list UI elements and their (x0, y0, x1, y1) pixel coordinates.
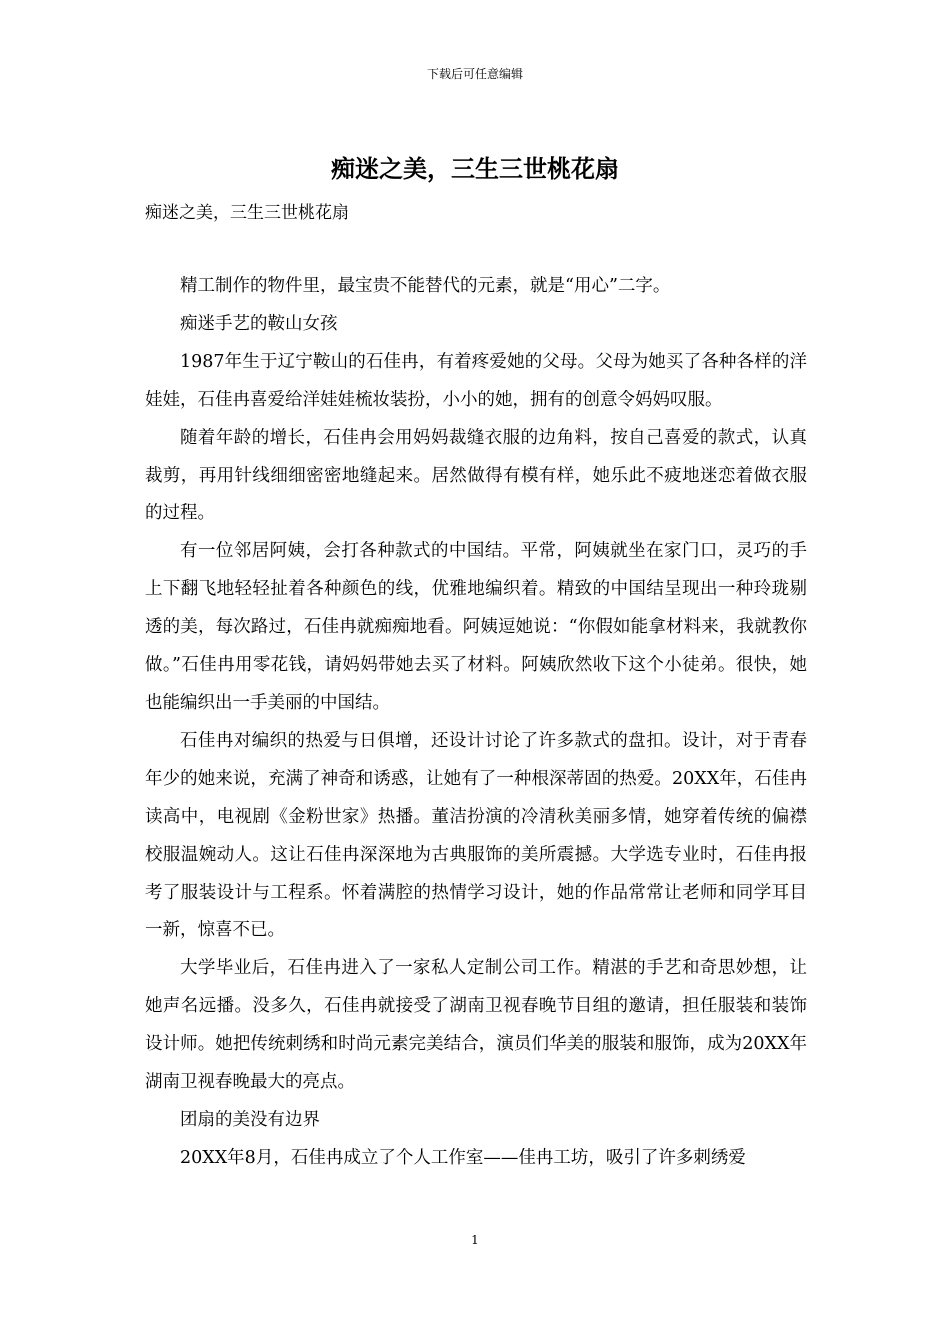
paragraph: 精工制作的物件里，最宝贵不能替代的元素，就是“用心”二字。 (180, 276, 671, 296)
paragraph: 1987年生于辽宁鞍山的石佳冉，有着疼爱她的父母。父母为她买了各种各样的洋娃娃，石佳冉喜爱给洋娃娃梳妆装扮，小小的她，拥有的创意令妈妈叹服。 (145, 351, 807, 410)
paragraph: 石佳冉对编织的热爱与日俱增，还设计讨论了许多款式的盘扣。设计，对于青春年少的她来说，充满了神奇和诱惑，让她有了一种根深蒂固的热爱。20XX年，石佳冉读高中，电视剧《金粉世家》热播。董洁扮演的冷清秋美丽多情，她穿着传统的偏襟校服温婉动人。这让石佳冉深深地为古典服饰的美所震撼。大学选专业时，石佳冉报考了服装设计与工程系。怀着满腔的热情学习设计，她的作品常常让老师和同学耳目一新，惊喜不已。 (145, 730, 807, 941)
document-title: 痴迷之美，三生三世桃花扇 (331, 154, 619, 183)
section-heading: 痴迷手艺的鞍山女孩 (180, 313, 338, 334)
paragraph: 有一位邻居阿姨，会打各种款式的中国结。平常，阿姨就坐在家门口，灵巧的手上下翻飞地轻轻扯着各种颜色的线，优雅地编织着。精致的中国结呈现出一种玲珑剔透的美，每次路过，石佳冉就痴痴地看。阿姨逗她说：“你假如能拿材料来，我就教你做。”石佳冉用零花钱，请妈妈带她去买了材料。阿姨欣然收下这个小徒弟。很快，她也能编织出一手美丽的中国结。 (145, 541, 807, 713)
page-number: 1 (471, 1233, 479, 1247)
section-heading: 团扇的美没有边界 (180, 1109, 320, 1130)
paragraph: 大学毕业后，石佳冉进入了一家私人定制公司工作。精湛的手艺和奇思妙想，让她声名远播。没多久，石佳冉就接受了湖南卫视春晚节目组的邀请，担任服装和装饰设计师。她把传统刺绣和时尚元素完美结合，演员们华美的服装和服饰，成为20XX年湖南卫视春晚最大的亮点。 (145, 958, 807, 1093)
document-subtitle: 痴迷之美，三生三世桃花扇 (145, 203, 349, 223)
document-body (145, 268, 807, 1178)
page-header-note: 下载后可任意编辑 (426, 67, 523, 81)
paragraph: 20XX年8月，石佳冉成立了个人工作室——佳冉工坊，吸引了许多刺绣爱 (180, 1147, 746, 1168)
paragraph: 随着年龄的增长，石佳冉会用妈妈裁缝衣服的边角料，按自己喜爱的款式，认真裁剪，再用针线细细密密地缝起来。居然做得有模有样，她乐此不疲地迷恋着做衣服的过程。 (145, 427, 807, 524)
